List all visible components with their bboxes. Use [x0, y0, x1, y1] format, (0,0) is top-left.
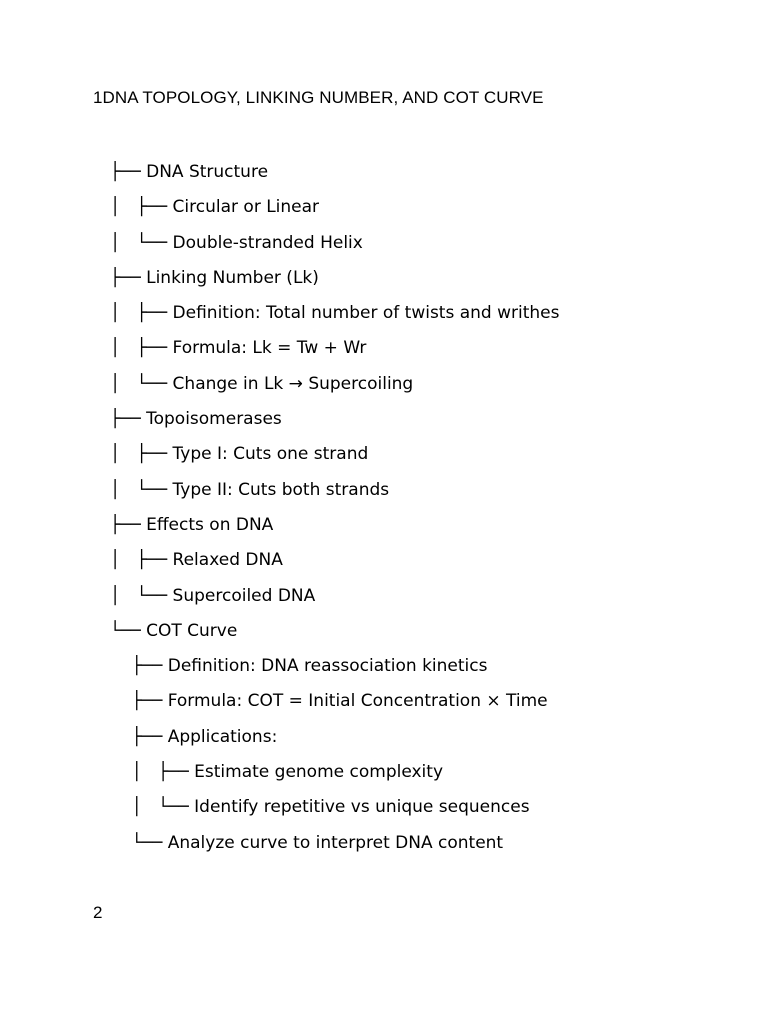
tree-line-text: │ ├── Formula: Lk = Tw + Wr — [110, 338, 367, 359]
tree-line — [0, 264, 768, 299]
tree-line-text: │ └── Type II: Cuts both strands — [110, 479, 390, 500]
tree-line — [0, 193, 768, 228]
tree-line — [0, 476, 768, 511]
tree-line-text: │ ├── Relaxed DNA — [110, 550, 283, 571]
tree-line-text: │ └── Identify repetitive vs unique sequences — [110, 797, 530, 818]
tree-line — [0, 440, 768, 475]
tree-line-text: ├── Linking Number (Lk) — [110, 267, 319, 288]
tree-line — [0, 511, 768, 546]
tree-line-text: └── COT Curve — [110, 620, 238, 641]
tree-line — [0, 158, 768, 193]
tree-line — [0, 405, 768, 440]
tree-line-text: ├── Applications: — [110, 726, 278, 747]
tree-line-text: │ └── Double-stranded Helix — [110, 232, 363, 253]
tree-line — [0, 546, 768, 581]
tree-line — [0, 370, 768, 405]
tree-line-text: ├── Formula: COT = Initial Concentration × Time — [110, 691, 548, 712]
tree-line — [0, 652, 768, 687]
topic-tree — [0, 158, 768, 864]
document-title: 1DNA TOPOLOGY, LINKING NUMBER, AND COT CURVE — [93, 88, 544, 107]
tree-line — [0, 617, 768, 652]
tree-line-text: │ ├── Circular or Linear — [110, 197, 320, 218]
tree-line-text: │ └── Supercoiled DNA — [110, 585, 316, 606]
tree-line — [0, 687, 768, 722]
tree-line — [0, 299, 768, 334]
tree-line-text: └── Analyze curve to interpret DNA content — [110, 832, 504, 853]
tree-line-text: ├── Effects on DNA — [110, 514, 274, 535]
tree-line-text: │ ├── Type I: Cuts one strand — [110, 444, 369, 465]
tree-line-text: │ └── Change in Lk → Supercoiling — [110, 373, 414, 394]
tree-line — [0, 793, 768, 828]
tree-line — [0, 723, 768, 758]
tree-line — [0, 582, 768, 617]
tree-line-text: ├── Definition: DNA reassociation kinetics — [110, 656, 488, 677]
tree-line-text: ├── Topoisomerases — [110, 409, 282, 430]
page-number: 2 — [93, 903, 103, 922]
tree-line-text: ├── DNA Structure — [110, 162, 269, 182]
tree-line — [0, 758, 768, 793]
tree-line — [0, 334, 768, 369]
tree-line-text: │ ├── Estimate genome complexity — [110, 762, 444, 783]
tree-line — [0, 229, 768, 264]
tree-line-text: │ ├── Definition: Total number of twists and writhes — [110, 303, 560, 324]
tree-line — [0, 829, 768, 864]
